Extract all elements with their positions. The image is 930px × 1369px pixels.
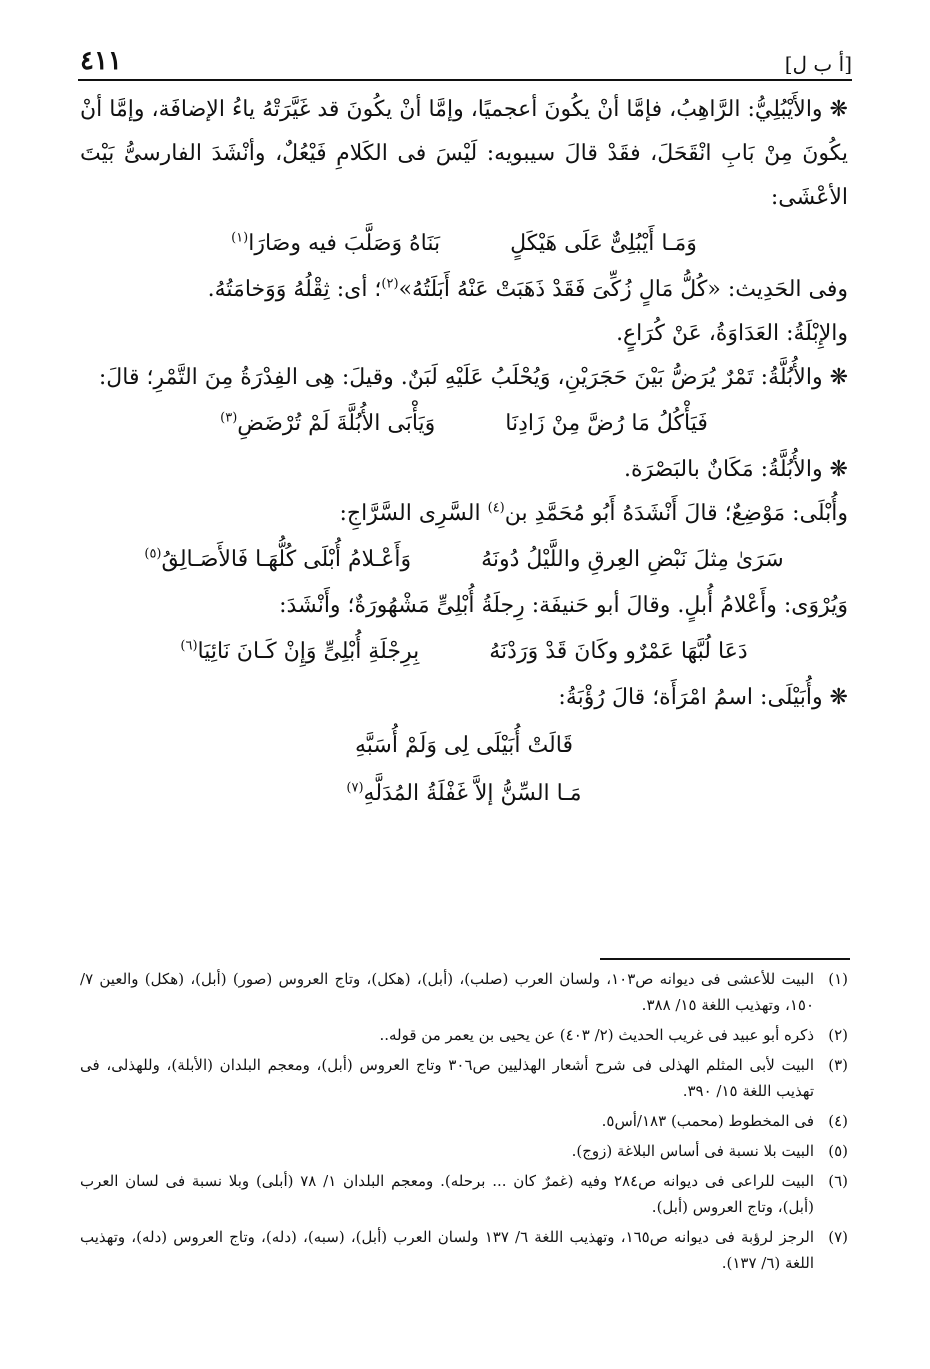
footnote-number: (٢) bbox=[828, 1026, 848, 1044]
verse-3-first-hemistich: سَرَىٰ مِثلَ نَبْضِ العِرقِ واللَّيْلُ دُونَهُ bbox=[481, 547, 784, 572]
footnote bbox=[80, 1168, 848, 1220]
hadith-paragraph: وفى الحَدِيث: «كُلُّ مَالٍ زُكِّىَ فَقَدْ ذَهَبَتْ عَنْهُ أَبَلَتُهُ»$^{(٢)}$؛ أى: ثِقْلُهُ وَوَخامَتُهُ. bbox=[207, 276, 848, 302]
header-rule bbox=[78, 79, 852, 81]
rajaz-line-1: قَالَتْ أُبَيْلَى لِى وَلَمْ أُسَبَّهِ bbox=[355, 733, 573, 758]
footnote-number: (٧) bbox=[828, 1228, 848, 1246]
footnote-number: (٦) bbox=[828, 1172, 848, 1190]
footnote-number: (٥) bbox=[828, 1142, 848, 1160]
footnote bbox=[80, 1022, 848, 1048]
footnote-text: فى المخطوط (محمب) ١٨٣/أس٥. bbox=[601, 1112, 814, 1130]
footnote-number: (١) bbox=[828, 970, 848, 988]
footnote bbox=[80, 1108, 848, 1134]
verse-1 bbox=[80, 222, 848, 266]
footnote-text: البيت للأعشى فى ديوانه ص١٠٣، ولسان العرب (صلب)، (أبل)، (هكل)، وتاج العروس (صور) (أبل)، (هكل) والعين ٧/ ١٥٠، وتهذيب اللغة ١٥/ ٣٨٨. bbox=[80, 970, 814, 1014]
footnote-ref-2: (٢) bbox=[381, 276, 399, 292]
footnote bbox=[80, 1224, 848, 1276]
footnote-number: (٣) bbox=[828, 1056, 848, 1074]
entry-ubayla: ❋ وأُبَيْلَى: اسمُ امْرَأَة؛ قالَ رُؤْبَةُ: bbox=[558, 685, 848, 710]
verse-2-first-hemistich: فَيَأْكُلُ مَا رُضَّ مِنْ زَادِنَا bbox=[505, 411, 708, 436]
footnote-text: البيت للراعى فى ديوانه ص٢٨٤ وفيه (غمرٌ كان ... برحله). ومعجم البلدان ١/ ٧٨ (أبلى) وبلا نسبة فى لسان العرب (أبل)، وتاج العروس (أبل). bbox=[80, 1172, 814, 1216]
footnote-text: الرجز لرؤبة فى ديوانه ص١٦٥، وتهذيب اللغة ٦/ ١٣٧ ولسان العرب (أبل)، (سبه)، (دله)، وتاج العروس (دله)، وتهذيب اللغة (٦/ ١٣٧). bbox=[80, 1228, 814, 1272]
footnote-ref-1: (١) bbox=[231, 230, 249, 246]
footnote-ref-5: (٥) bbox=[144, 546, 162, 562]
footnote-text: البيت بلا نسبة فى أساس البلاغة (زوج). bbox=[571, 1142, 814, 1160]
verse-2 bbox=[80, 402, 848, 446]
entry-ubulla-date: ❋ والأُبُلَّةُ: تَمْرٌ يُرَضُّ بَيْنَ حَجَرَيْنِ، وَيُحْلَبُ عَلَيْهِ لَبَنٌ. وقيلَ: هِى الفِدْرَةُ مِنَ التَّمْرِ؛ قالَ: bbox=[98, 365, 848, 390]
verse-1-first-hemistich: وَمَـا أَيْبُلِىٌّ عَلَى هَيْكَلٍ bbox=[510, 231, 697, 256]
footnote-text: ذكره أبو عبيد فى غريب الحديث (٢/ ٤٠٣) عن يحيى بن يعمر من قوله.. bbox=[379, 1026, 814, 1044]
verse-3 bbox=[80, 538, 848, 582]
footnote bbox=[80, 966, 848, 1018]
page-header bbox=[80, 40, 852, 76]
entry-ubla: وأُبْلَى: مَوْضِعٌ؛ قالَ أَنْشَدَهُ أَبُو مُحَمَّدِ بن$^{(٤)}$ السَّرِى السَّرَّاجِ: bbox=[339, 500, 848, 526]
verse-4 bbox=[80, 630, 848, 674]
verse-4-first-hemistich: دَعَا لُبَّهَا عَمْرٌو وكَانَ قَدْ وَرَدْنَهُ bbox=[489, 639, 748, 664]
verse-4-second-hemistich: بِرِجْلَةِ أُبْلِىٍّ وَإِنْ كَـانَ نَائِيَا$^{(٦)}$ bbox=[180, 638, 420, 664]
footnote-number: (٤) bbox=[828, 1112, 848, 1130]
footnote-ref-7: (٧) bbox=[346, 780, 364, 796]
page-number: ٤١١ bbox=[80, 46, 122, 76]
footnote bbox=[80, 1052, 848, 1104]
verse-2-second-hemistich: وَيَأْبَى الأُبُلَّةَ لَمْ تُرْضَضِ$^{(٣)}$ bbox=[220, 410, 436, 436]
footnotes bbox=[80, 966, 848, 1280]
footnote-ref-3: (٣) bbox=[220, 410, 238, 426]
variant-reading: وَيُرْوَى: وأَعْلامُ أُبلٍ. وقالَ أبو حَنيفَة: رِجلَةُ أُبْلِىٍّ مَشْهُورَةٌ؛ وأَنْشَدَ: bbox=[279, 593, 848, 618]
entry-aybuli: ❋ والأَيْبُلِيُّ: الرَّاهِبُ، فإمَّا أنْ يكُونَ أعجميًا، وإمَّا أنْ يكُونَ قد غَيَّرَتْهُ ياءُ الإضافَة، وإمَّا أنْ يكُونَ مِنْ بَابِ انْقَحَلَ، فقَدْ قالَ سيبويه: لَيْسَ فى الكَلامِ فَيْعُلٌ، وأنْشَدَ الفارسىُّ بَيْتَ الأعْشَى: bbox=[80, 97, 848, 210]
rajaz-line-2: مَـا السِّنُّ إلاَّ غَفْلَةُ المُدَلَّهِ$^{(٧)}$ bbox=[346, 780, 582, 806]
footnote bbox=[80, 1138, 848, 1164]
entry-ubulla-place: ❋ والأُبُلَّةُ: مَكَانٌ بالبَصْرَة. bbox=[623, 457, 848, 482]
verse-1-second-hemistich: بَنَاهُ وَصَلَّبَ فيه وصَارَا$^{(١)}$ bbox=[231, 230, 441, 256]
footnote-ref-4: (٤) bbox=[487, 500, 505, 516]
main-text bbox=[80, 88, 848, 820]
verse-3-second-hemistich: وَأَعْـلامُ أُبْلَى كُلُّهَـا فَالأَصَـالِقُ$^{(٥)}$ bbox=[144, 546, 412, 572]
entry-ibla: والإِبْلَةُ: العَدَاوَةُ، عَنْ كُرَاعٍ. bbox=[616, 321, 848, 346]
footnote-ref-6: (٦) bbox=[180, 638, 198, 654]
footnote-text: البيت لأبى المثلم الهذلى فى شرح أشعار الهذليين ص٣٠٦ وتاج العروس (أبل)، ومعجم البلدان (الأبلة)، وللهذلى، فى تهذيب اللغة ١٥/ ٣٩٠. bbox=[80, 1056, 814, 1100]
footnote-rule bbox=[600, 958, 850, 960]
root-letters: [أ ب ل] bbox=[784, 52, 852, 76]
